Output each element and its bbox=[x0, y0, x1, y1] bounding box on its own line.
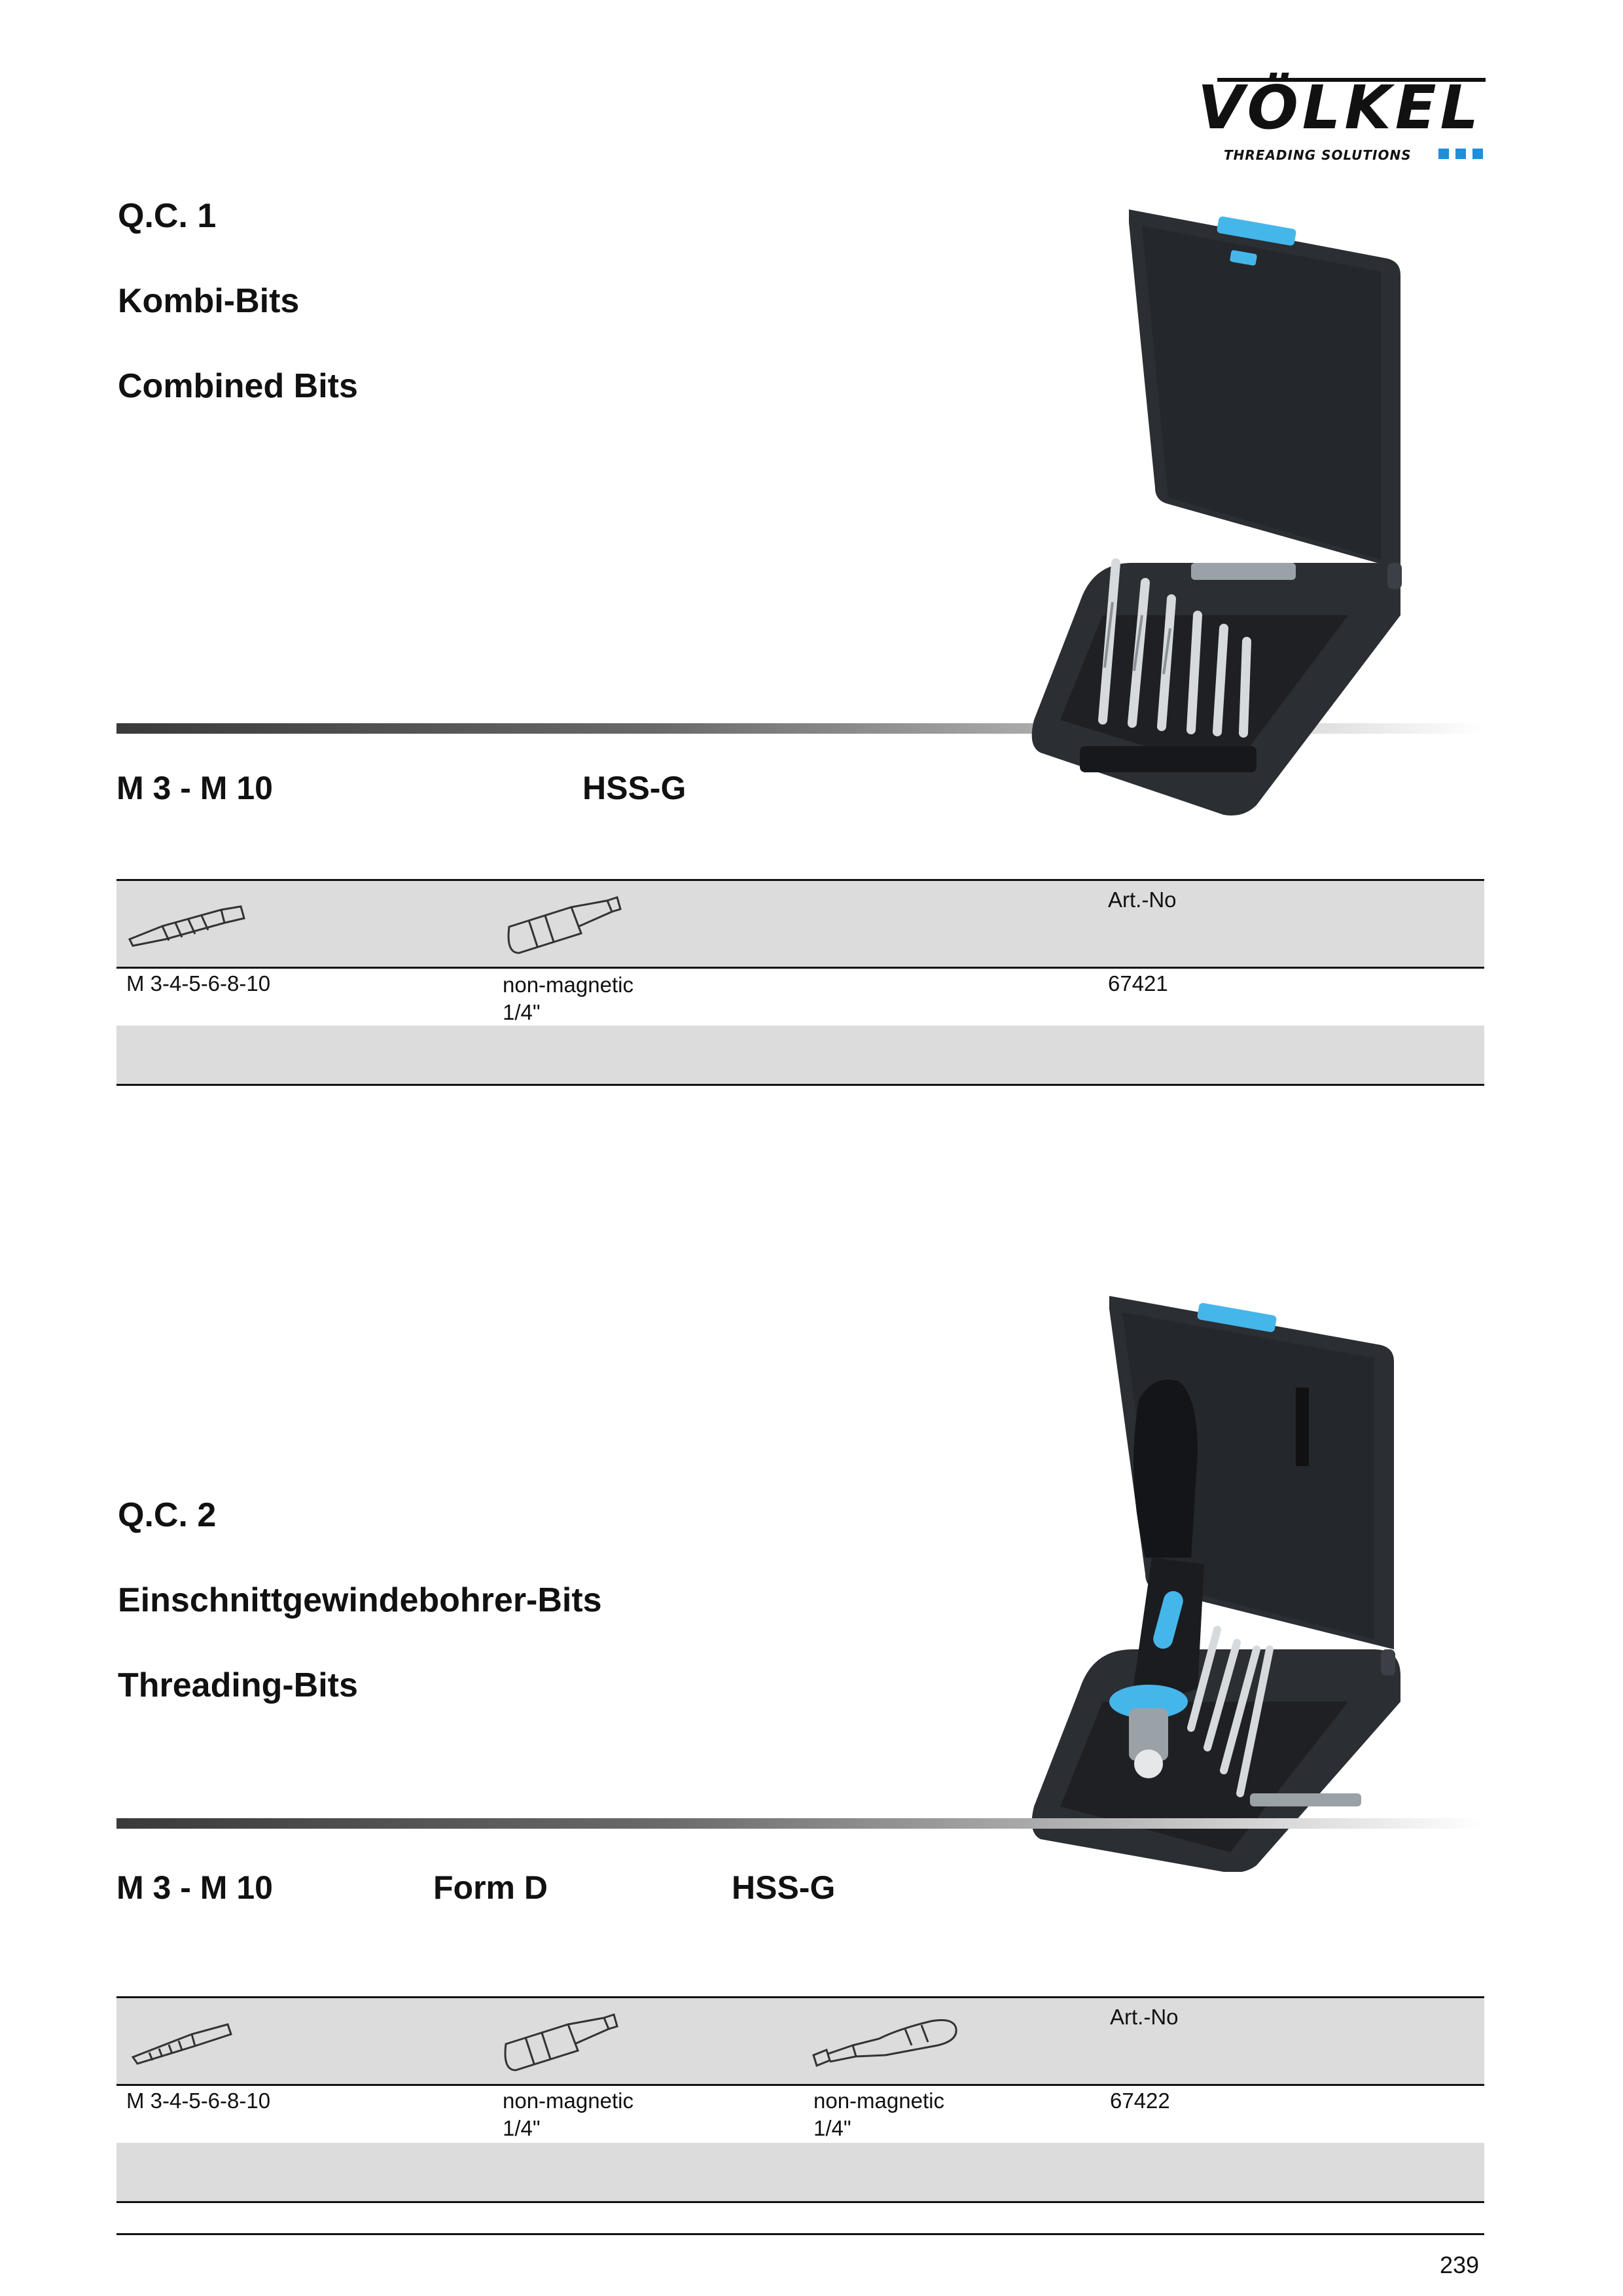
logo-square-icon bbox=[1472, 149, 1483, 159]
section1-table bbox=[116, 879, 1484, 1088]
cell-size-range: M 3-4-5-6-8-10 bbox=[126, 971, 271, 996]
bit-holder-icon bbox=[499, 891, 624, 956]
section2-divider-bar bbox=[116, 1818, 1484, 1829]
product-photo-threading-bits-case bbox=[982, 1283, 1414, 1872]
cell-size-range: M 3-4-5-6-8-10 bbox=[126, 2089, 271, 2113]
table-rule bbox=[116, 2084, 1484, 2086]
section1-spec-range: M 3 - M 10 bbox=[116, 770, 273, 806]
cell-handle-drive: 1/4" bbox=[813, 2116, 851, 2140]
table-empty-row bbox=[116, 1026, 1484, 1085]
section1-title-en: Combined Bits bbox=[118, 367, 358, 405]
table-empty-row bbox=[116, 2143, 1484, 2202]
logo-wordmark: VÖLKEL bbox=[1198, 73, 1483, 143]
section1-code: Q.C. 1 bbox=[118, 197, 217, 235]
bit-holder-icon bbox=[496, 2008, 620, 2073]
section2-spec-range: M 3 - M 10 bbox=[116, 1869, 273, 1906]
section2-title-de: Einschnittgewindebohrer-Bits bbox=[118, 1581, 602, 1619]
table-rule bbox=[116, 1996, 1484, 1998]
section2-spec-form: Form D bbox=[433, 1869, 548, 1906]
footer-rule bbox=[116, 2233, 1484, 2235]
screwdriver-handle-icon bbox=[807, 2009, 964, 2075]
cell-artno: 67421 bbox=[1108, 971, 1168, 996]
table-rule bbox=[116, 879, 1484, 881]
cell-handle-type: non-magnetic bbox=[813, 2089, 944, 2113]
logo-square-icon bbox=[1455, 149, 1466, 159]
section2-title-en: Threading-Bits bbox=[118, 1666, 358, 1704]
tap-bit-icon bbox=[130, 2015, 234, 2067]
product-photo-combi-bits-case bbox=[982, 196, 1414, 818]
section2-table bbox=[116, 1996, 1484, 2206]
cell-holder-drive: 1/4" bbox=[503, 1000, 541, 1024]
table-rule bbox=[116, 967, 1484, 969]
section1-spec-material: HSS-G bbox=[582, 770, 687, 806]
brand-logo bbox=[1198, 75, 1486, 167]
table-rule bbox=[116, 2201, 1484, 2203]
logo-square-icon bbox=[1438, 149, 1449, 159]
table-header-artno: Art.-No bbox=[1108, 888, 1177, 912]
cell-artno: 67422 bbox=[1110, 2089, 1170, 2113]
cell-holder-drive: 1/4" bbox=[503, 2116, 541, 2140]
combi-bit-icon bbox=[123, 893, 247, 952]
cell-holder-type: non-magnetic bbox=[503, 2089, 633, 2113]
table-header-artno: Art.-No bbox=[1110, 2005, 1179, 2029]
logo-tagline: THREADING SOLUTIONS bbox=[1224, 147, 1412, 163]
section2-code: Q.C. 2 bbox=[118, 1496, 217, 1534]
page-number: 239 bbox=[1440, 2251, 1480, 2278]
table-header-row bbox=[116, 1996, 1484, 2085]
cell-holder-type: non-magnetic bbox=[503, 973, 633, 997]
table-header-row bbox=[116, 879, 1484, 967]
table-rule bbox=[116, 1084, 1484, 1086]
section2-spec-material: HSS-G bbox=[732, 1869, 836, 1906]
section1-title-de: Kombi-Bits bbox=[118, 282, 300, 320]
